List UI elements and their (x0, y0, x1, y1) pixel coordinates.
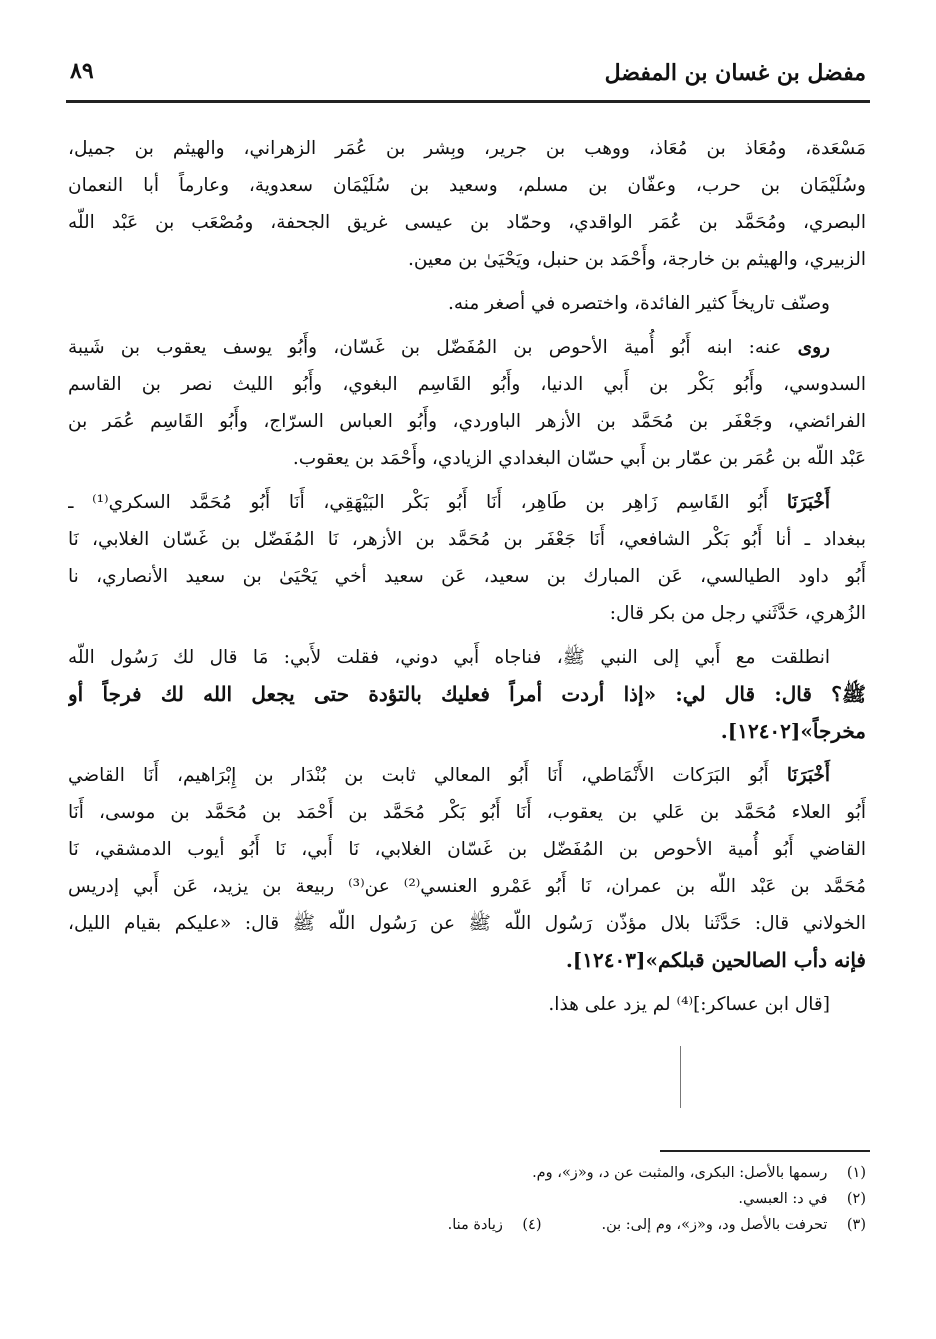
lead-word: أَخْبَرَنَا (786, 765, 830, 786)
footnote (448, 1212, 542, 1238)
text-line: الخولاني قال: حَدَّثَنا بلال مؤذّن رَسُول اللّه ﷺ عن رَسُول اللّه ﷺ قال: «عليكم بقيام الليل، (68, 913, 866, 934)
paragraph-hadith-1 (68, 639, 866, 750)
text-line: البصري، ومُحَمَّد بن عُمَر الواقدي، وحمّاد بن عيسى غريق الجحفة، ومُصْعَب بن عَبْد اللّه (68, 212, 866, 233)
line-text: أَبُو القَاسِم زَاهِر بن طَاهِر، أَنَا أَبُو بَكْر البَيْهَقِي، أَنَا أَبُو مُحَمَّد السكري⁽¹⁾ ـ (68, 492, 787, 513)
text-line: الفرائضي، وجَعْفَر بن مُحَمَّد بن الأزهر الباوردي، وأَبُو العباس السرّاج، وأَبُو القَاسِم عُمَر بن (68, 411, 866, 432)
paragraph-teachers (68, 130, 866, 278)
text-line: الزُهري، حَدَّثَني رجل من بكر قال: (609, 603, 866, 624)
paragraph-works (68, 285, 866, 322)
lead-word: أَخْبَرَنَا (786, 492, 830, 513)
text-line: عَبْد اللّه بن عُمَر بن عمّار بن أَبي حسّان البغدادي الزيادي، وأَحْمَد بن يعقوب. (292, 448, 866, 469)
line-text: عنه: ابنه أَبُو أُمية الأحوص بن المُفَضّل بن غَسّان، وأَبُو يوسف يعقوب بن شَيبة (68, 337, 798, 358)
text-line: ﷺ؟ قال: قال لي: «إذا أردت أمراً فعليك بالتؤدة حتى يجعل الله لك فرجاً أو (68, 682, 866, 706)
paragraph-closing (68, 986, 866, 1023)
text-line: ببغداد ـ أنا أَبُو بَكْر الشافعي، أَنَا جَعْفَر بن مُحَمَّد بن الأزهر، نَا المُفَضّل بن غَسّان الغلابي، نَا (68, 529, 866, 550)
text-line: السدوسي، وأَبُو بَكْر بن أَبي الدنيا، وأَبُو القَاسِم البغوي، وأَبُو الليث نصر بن القاسم (68, 374, 866, 395)
page-header (70, 56, 866, 96)
footnote (68, 1160, 866, 1186)
text-line: وسُلَيْمَان بن حرب، وعفّان بن مسلم، وسعيد بن سُلَيْمَان سعدوية، وعارماً أبا النعمان (68, 175, 866, 196)
text-line: مخرجاً»[١٢٤٠٢]. (720, 719, 866, 743)
text-line (68, 484, 866, 521)
text-line: فإنه دأب الصالحين قبلكم»[١٢٤٠٣]. (565, 948, 866, 972)
footnote-number: (١) (846, 1165, 866, 1181)
paragraph-narrators (68, 329, 866, 477)
footnote-number: (٣) (846, 1217, 866, 1233)
page-number: ٨٩ (70, 58, 94, 84)
text-line: وصنّف تاريخاً كثير الفائدة، واختصره في أصغر منه. (447, 293, 830, 314)
footnotes (68, 1160, 866, 1238)
footnote-text: تحرفت بالأصل ود، و«ز»، وم إلى: بن. (601, 1217, 828, 1233)
paragraph-isnad-1 (68, 484, 866, 632)
text-line: انطلقت مع أَبي إلى النبي ﷺ، فناجاه أَبي دوني، فقلت لأَبي: مَا قال لك رَسُول اللّه (68, 647, 830, 668)
paragraph-isnad-2 (68, 757, 866, 979)
text-line (68, 329, 866, 366)
footnote-number: (٤) (522, 1217, 542, 1233)
header-rule (66, 100, 870, 103)
text-line: الزبيري، والهيثم بن خارجة، وأَحْمَد بن حنبل، ويَحْيَىٰ بن معين. (408, 249, 866, 270)
text-line: القاضي أَبُو أُمية الأحوص بن المُفَضّل بن غَسّان الغلابي، نَا أَبي، نَا أَبُو أيوب الدمشقي، نَا (68, 839, 866, 860)
text-line: مُحَمَّد بن عَبْد اللّه بن عمران، نَا أَبُو عَمْرو العنسي⁽²⁾ عن⁽³⁾ ربيعة بن يزيد، عَن أَبي إدريس (68, 876, 866, 897)
text-line: [قال ابن عساكر:]⁽⁴⁾ لم يزد على هذا. (548, 994, 830, 1015)
scan-mark (680, 1046, 681, 1108)
footnote-text: في د: العبسي. (738, 1191, 828, 1207)
footnote-text: زيادة منا. (447, 1217, 503, 1233)
footnote (602, 1212, 867, 1238)
text-line: مَسْعَدة، ومُعَاذ بن مُعَاذ، ووهب بن جرير، وبِشر بن عُمَر الزهراني، والهيثم بن جميل، (68, 138, 866, 159)
footnote-number: (٢) (846, 1191, 866, 1207)
text-line: أَبُو داود الطيالسي، عَن المبارك بن سعيد، عَن سعيد أخي يَحْيَىٰ بن سعيد الأنصاري، نا (68, 566, 866, 587)
main-text (68, 130, 866, 1030)
line-text: أَبُو البَرَكات الأَنْمَاطي، أَنَا أَبُو المعالي ثابت بن بُنْدَار بن إِبْرَاهيم، أَنَا القاضي (68, 765, 787, 786)
footnote-text: رسمها بالأصل: البكرى، والمثبت عن د، و«ز»، وم. (532, 1165, 828, 1181)
footnote-separator (660, 1150, 870, 1152)
footnote-row (68, 1212, 866, 1238)
running-title: مفضل بن غسان بن المفضل (604, 60, 866, 86)
lead-word: روى (797, 337, 830, 358)
footnote (68, 1186, 866, 1212)
text-line (68, 757, 866, 794)
text-line: أَبُو العلاء مُحَمَّد بن عَلي بن يعقوب، أَنَا أَبُو بَكْر مُحَمَّد بن أَحْمَد بن مُحَمَّد بن موسى، أَنَا (68, 802, 866, 823)
